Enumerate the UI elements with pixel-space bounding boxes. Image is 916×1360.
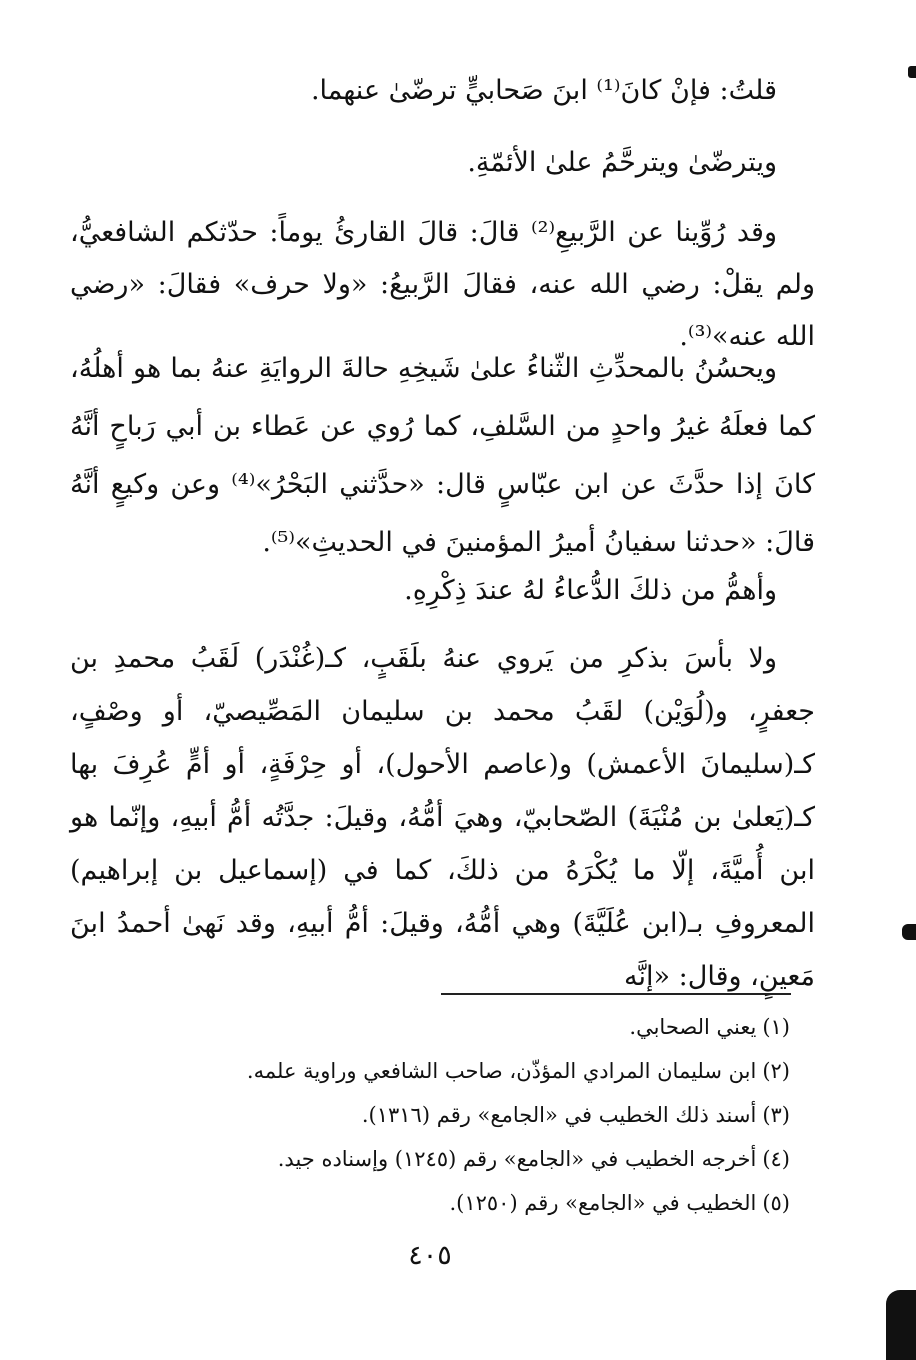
footnotes [90, 1005, 790, 1225]
scan-edge-mark [908, 66, 916, 78]
footnote-3 [90, 1093, 790, 1137]
footnote-text: الخطيب في «الجامع» رقم (١٢٥٠). [449, 1191, 757, 1215]
footnote-text: أخرجه الخطيب في «الجامع» رقم (١٢٤٥) وإسناده جيد. [277, 1147, 757, 1171]
paragraph-6 [70, 632, 815, 1003]
paragraph-6-text: ولا بأسَ بذكرِ من يَروي عنهُ بلَقَبٍ، كـ(غُنْدَر) لَقَبُ محمدِ بن جعفرٍ، و(لُوَيْن) لقَبُ محمد بن سليمان المَصِّيصيّ، أو وصْفٍ، كـ(سليمانَ الأعمش) و(عاصم الأحول)، أو حِرْفَةٍ، أو أمٍّ عُرِفَ بها كـ(يَعلىٰ بن مُنْيَةَ) الصّحابيّ، وهيَ أمُّهُ، وقيلَ: جدَّتُه أمُّ أبيهِ، وإنّما هو ابن أُميَّةَ، إلّا ما يُكْرَهُ من ذلكَ، كما في (إسماعيل بن إبراهيم) المعروفِ بـ(ابن عُلَيَّةَ) وهي أمُّهُ، وقيلَ: أمُّ أبيهِ، وقد نَهىٰ أحمدُ ابنَ مَعينٍ، وقال: «إنَّه [70, 643, 815, 992]
footnote-2 [90, 1049, 790, 1093]
scan-edge-mark [902, 924, 916, 940]
paragraph-1-text: قلتُ: فإنْ كانَ⁽¹⁾ ابنَ صَحابيٍّ ترضّىٰ عنهما. [310, 75, 777, 106]
footnote-text: أسند ذلك الخطيب في «الجامع» رقم (١٣١٦). [361, 1103, 757, 1127]
paragraph-5-text: وأهمُّ من ذلكَ الدُّعاءُ لهُ عندَ ذِكْرِهِ. [404, 575, 777, 606]
paragraph-2 [70, 134, 815, 192]
footnote-number: (٤) [762, 1147, 790, 1171]
page-number: ٤٠٥ [408, 1240, 452, 1271]
footnote-text: ابن سليمان المرادي المؤذّن، صاحب الشافعي وراوية علمه. [246, 1059, 757, 1083]
footnote-number: (٢) [762, 1059, 790, 1083]
scan-edge-mark [886, 1290, 916, 1360]
paragraph-1 [70, 62, 815, 120]
paragraph-4 [70, 340, 815, 572]
footnote-4 [90, 1137, 790, 1181]
paragraph-3-text: وقد رُوِّينا عن الرَّبيعِ⁽²⁾ قالَ: قالَ القارئُ يوماً: حدّثكم الشافعيُّ، ولم يقلْ: رضي الله عنه، فقالَ الرَّبيعُ: «ولا حرف» فقالَ: «رضي الله عنه»⁽³⁾. [70, 217, 815, 352]
footnote-number: (١) [762, 1015, 790, 1039]
paragraph-2-text: ويترضّىٰ ويترحَّمُ علىٰ الأئمّةِ. [467, 147, 777, 178]
paragraph-4-text: ويحسُنُ بالمحدِّثِ الثّناءُ علىٰ شَيخِهِ حالةَ الروايَةِ عنهُ بما هو أهلُهُ، كما فعلَهُ غيرُ واحدٍ من السَّلفِ، كما رُوي عن عَطاء بن أبي رَباحٍ أنَّهُ كانَ إذا حدَّثَ عن ابن عبّاسٍ قال: «حدَّثني البَحْرُ»⁽⁴⁾ وعن وكيعٍ أنَّهُ قالَ: «حدثنا سفيانُ أميرُ المؤمنينَ في الحديثِ»⁽⁵⁾. [70, 353, 815, 558]
footnote-text: يعني الصحابي. [629, 1015, 757, 1039]
paragraph-5 [70, 562, 815, 620]
footnote-divider [441, 993, 791, 995]
footnote-1 [90, 1005, 790, 1049]
footnote-number: (٣) [762, 1103, 790, 1127]
footnote-5 [90, 1181, 790, 1225]
footnote-number: (٥) [762, 1191, 790, 1215]
